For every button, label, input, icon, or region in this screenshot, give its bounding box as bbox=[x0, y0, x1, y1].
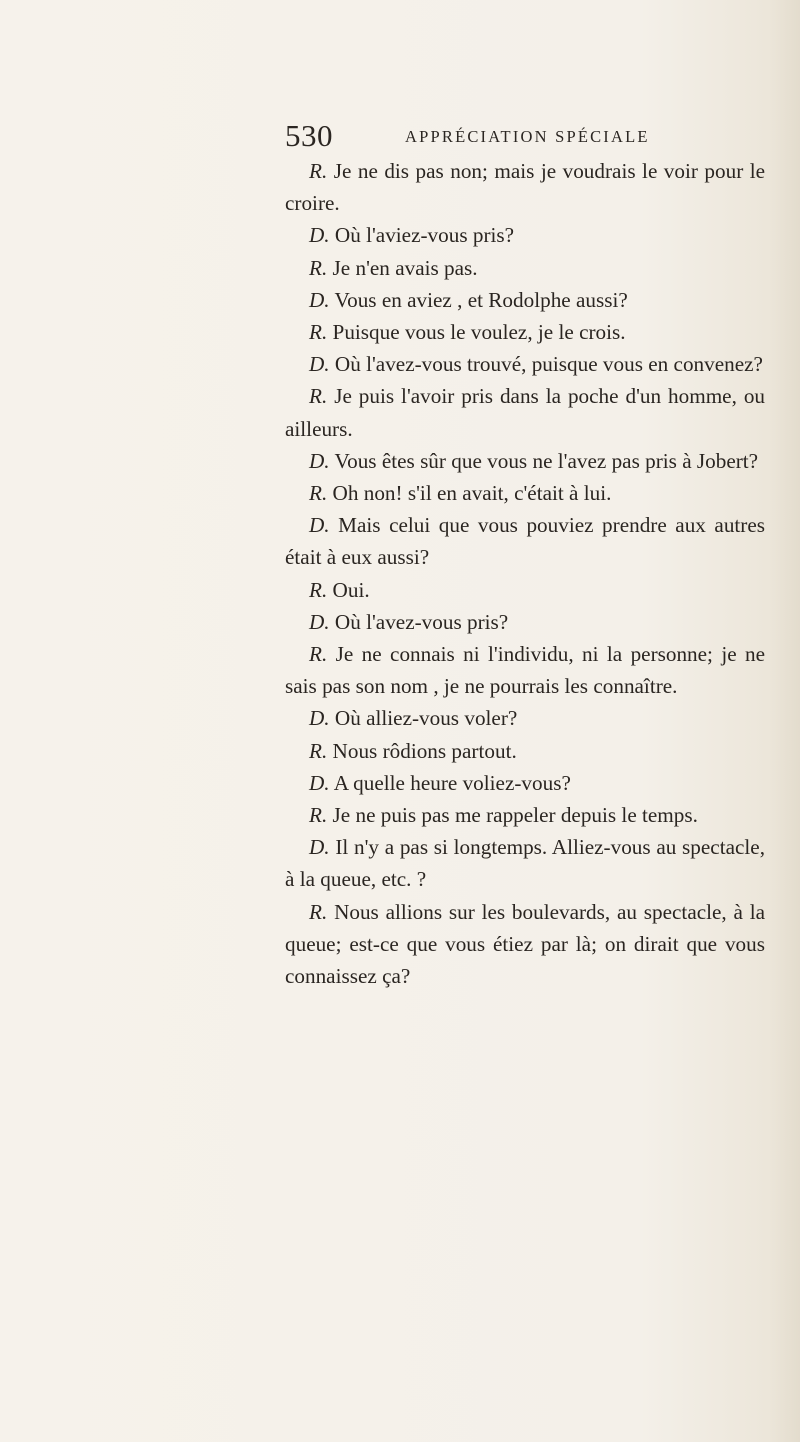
speaker-label: D. bbox=[309, 835, 330, 860]
page-number: 530 bbox=[285, 118, 333, 153]
line-text: Nous rôdions partout. bbox=[332, 738, 517, 763]
speaker-label: R. bbox=[309, 899, 328, 924]
speaker-label: R. bbox=[309, 384, 328, 409]
line-text: Puisque vous le voulez, je le crois. bbox=[332, 320, 626, 345]
line-text: Où l'avez-vous trouvé, puisque vous en convenez? bbox=[334, 352, 763, 377]
dialogue-line bbox=[285, 574, 765, 606]
dialogue-line bbox=[285, 445, 765, 477]
dialogue-line bbox=[285, 735, 765, 767]
speaker-label: D. bbox=[309, 287, 330, 312]
speaker-label: D. bbox=[309, 706, 330, 731]
speaker-label: D. bbox=[309, 609, 330, 634]
line-text: Oui. bbox=[332, 577, 370, 602]
speaker-label: R. bbox=[309, 159, 328, 183]
speaker-label: R. bbox=[309, 320, 328, 345]
line-text: Où l'aviez-vous pris? bbox=[334, 223, 515, 248]
line-text: Je ne connais ni l'individu, ni la personne; je ne sais pas son nom , je ne pourrais les connaître. bbox=[285, 642, 765, 699]
speaker-label: D. bbox=[309, 448, 330, 473]
line-text: Vous en aviez , et Rodolphe aussi? bbox=[334, 287, 628, 312]
speaker-label: R. bbox=[309, 481, 328, 506]
dialogue-line bbox=[285, 606, 765, 638]
dialogue-line bbox=[285, 219, 765, 251]
line-text: Vous êtes sûr que vous ne l'avez pas pris à Jobert? bbox=[334, 448, 759, 473]
speaker-label: R. bbox=[309, 738, 328, 763]
line-text: Je ne dis pas non; mais je voudrais le voir pour le croire. bbox=[285, 159, 766, 216]
dialogue-line bbox=[285, 767, 765, 799]
line-text: Je ne puis pas me rappeler depuis le temps. bbox=[332, 803, 698, 828]
dialogue-line bbox=[285, 509, 765, 573]
line-text: Oh non! s'il en avait, c'était à lui. bbox=[332, 481, 612, 506]
line-text: Je n'en avais pas. bbox=[332, 255, 478, 280]
dialogue-line bbox=[285, 477, 765, 509]
line-text: Où l'avez-vous pris? bbox=[334, 609, 509, 634]
line-text: A quelle heure voliez-vous? bbox=[333, 770, 571, 795]
line-text: Mais celui que vous pouviez prendre aux autres était à eux aussi? bbox=[285, 513, 766, 570]
speaker-label: D. bbox=[309, 352, 330, 377]
line-text: Je puis l'avoir pris dans la poche d'un homme, ou ailleurs. bbox=[285, 384, 766, 441]
dialogue-line bbox=[285, 831, 765, 895]
line-text: Nous allions sur les boulevards, au spectacle, à la queue; est-ce que vous étiez par là; on dirait que vous connaissez ça? bbox=[285, 899, 766, 989]
dialogue-line bbox=[285, 252, 765, 284]
dialogue-line bbox=[285, 702, 765, 734]
speaker-label: D. bbox=[309, 513, 330, 538]
running-head: APPRÉCIATION SPÉCIALE bbox=[405, 127, 650, 146]
speaker-label: D. bbox=[309, 223, 330, 248]
line-text: Il n'y a pas si longtemps. Alliez-vous au spectacle, à la queue, etc. ? bbox=[285, 835, 765, 892]
dialogue-text bbox=[285, 155, 765, 992]
dialogue-line bbox=[285, 799, 765, 831]
speaker-label: R. bbox=[309, 577, 328, 602]
dialogue-line bbox=[285, 896, 765, 993]
page-header bbox=[285, 118, 785, 158]
dialogue-line bbox=[285, 284, 765, 316]
dialogue-line bbox=[285, 348, 765, 380]
dialogue-line bbox=[285, 316, 765, 348]
speaker-label: R. bbox=[309, 803, 328, 828]
speaker-label: R. bbox=[309, 642, 328, 667]
speaker-label: D. bbox=[309, 770, 330, 795]
dialogue-line bbox=[285, 638, 765, 702]
dialogue-line bbox=[285, 155, 765, 219]
speaker-label: R. bbox=[309, 255, 328, 280]
line-text: Où alliez-vous voler? bbox=[334, 706, 518, 731]
dialogue-line bbox=[285, 380, 765, 444]
